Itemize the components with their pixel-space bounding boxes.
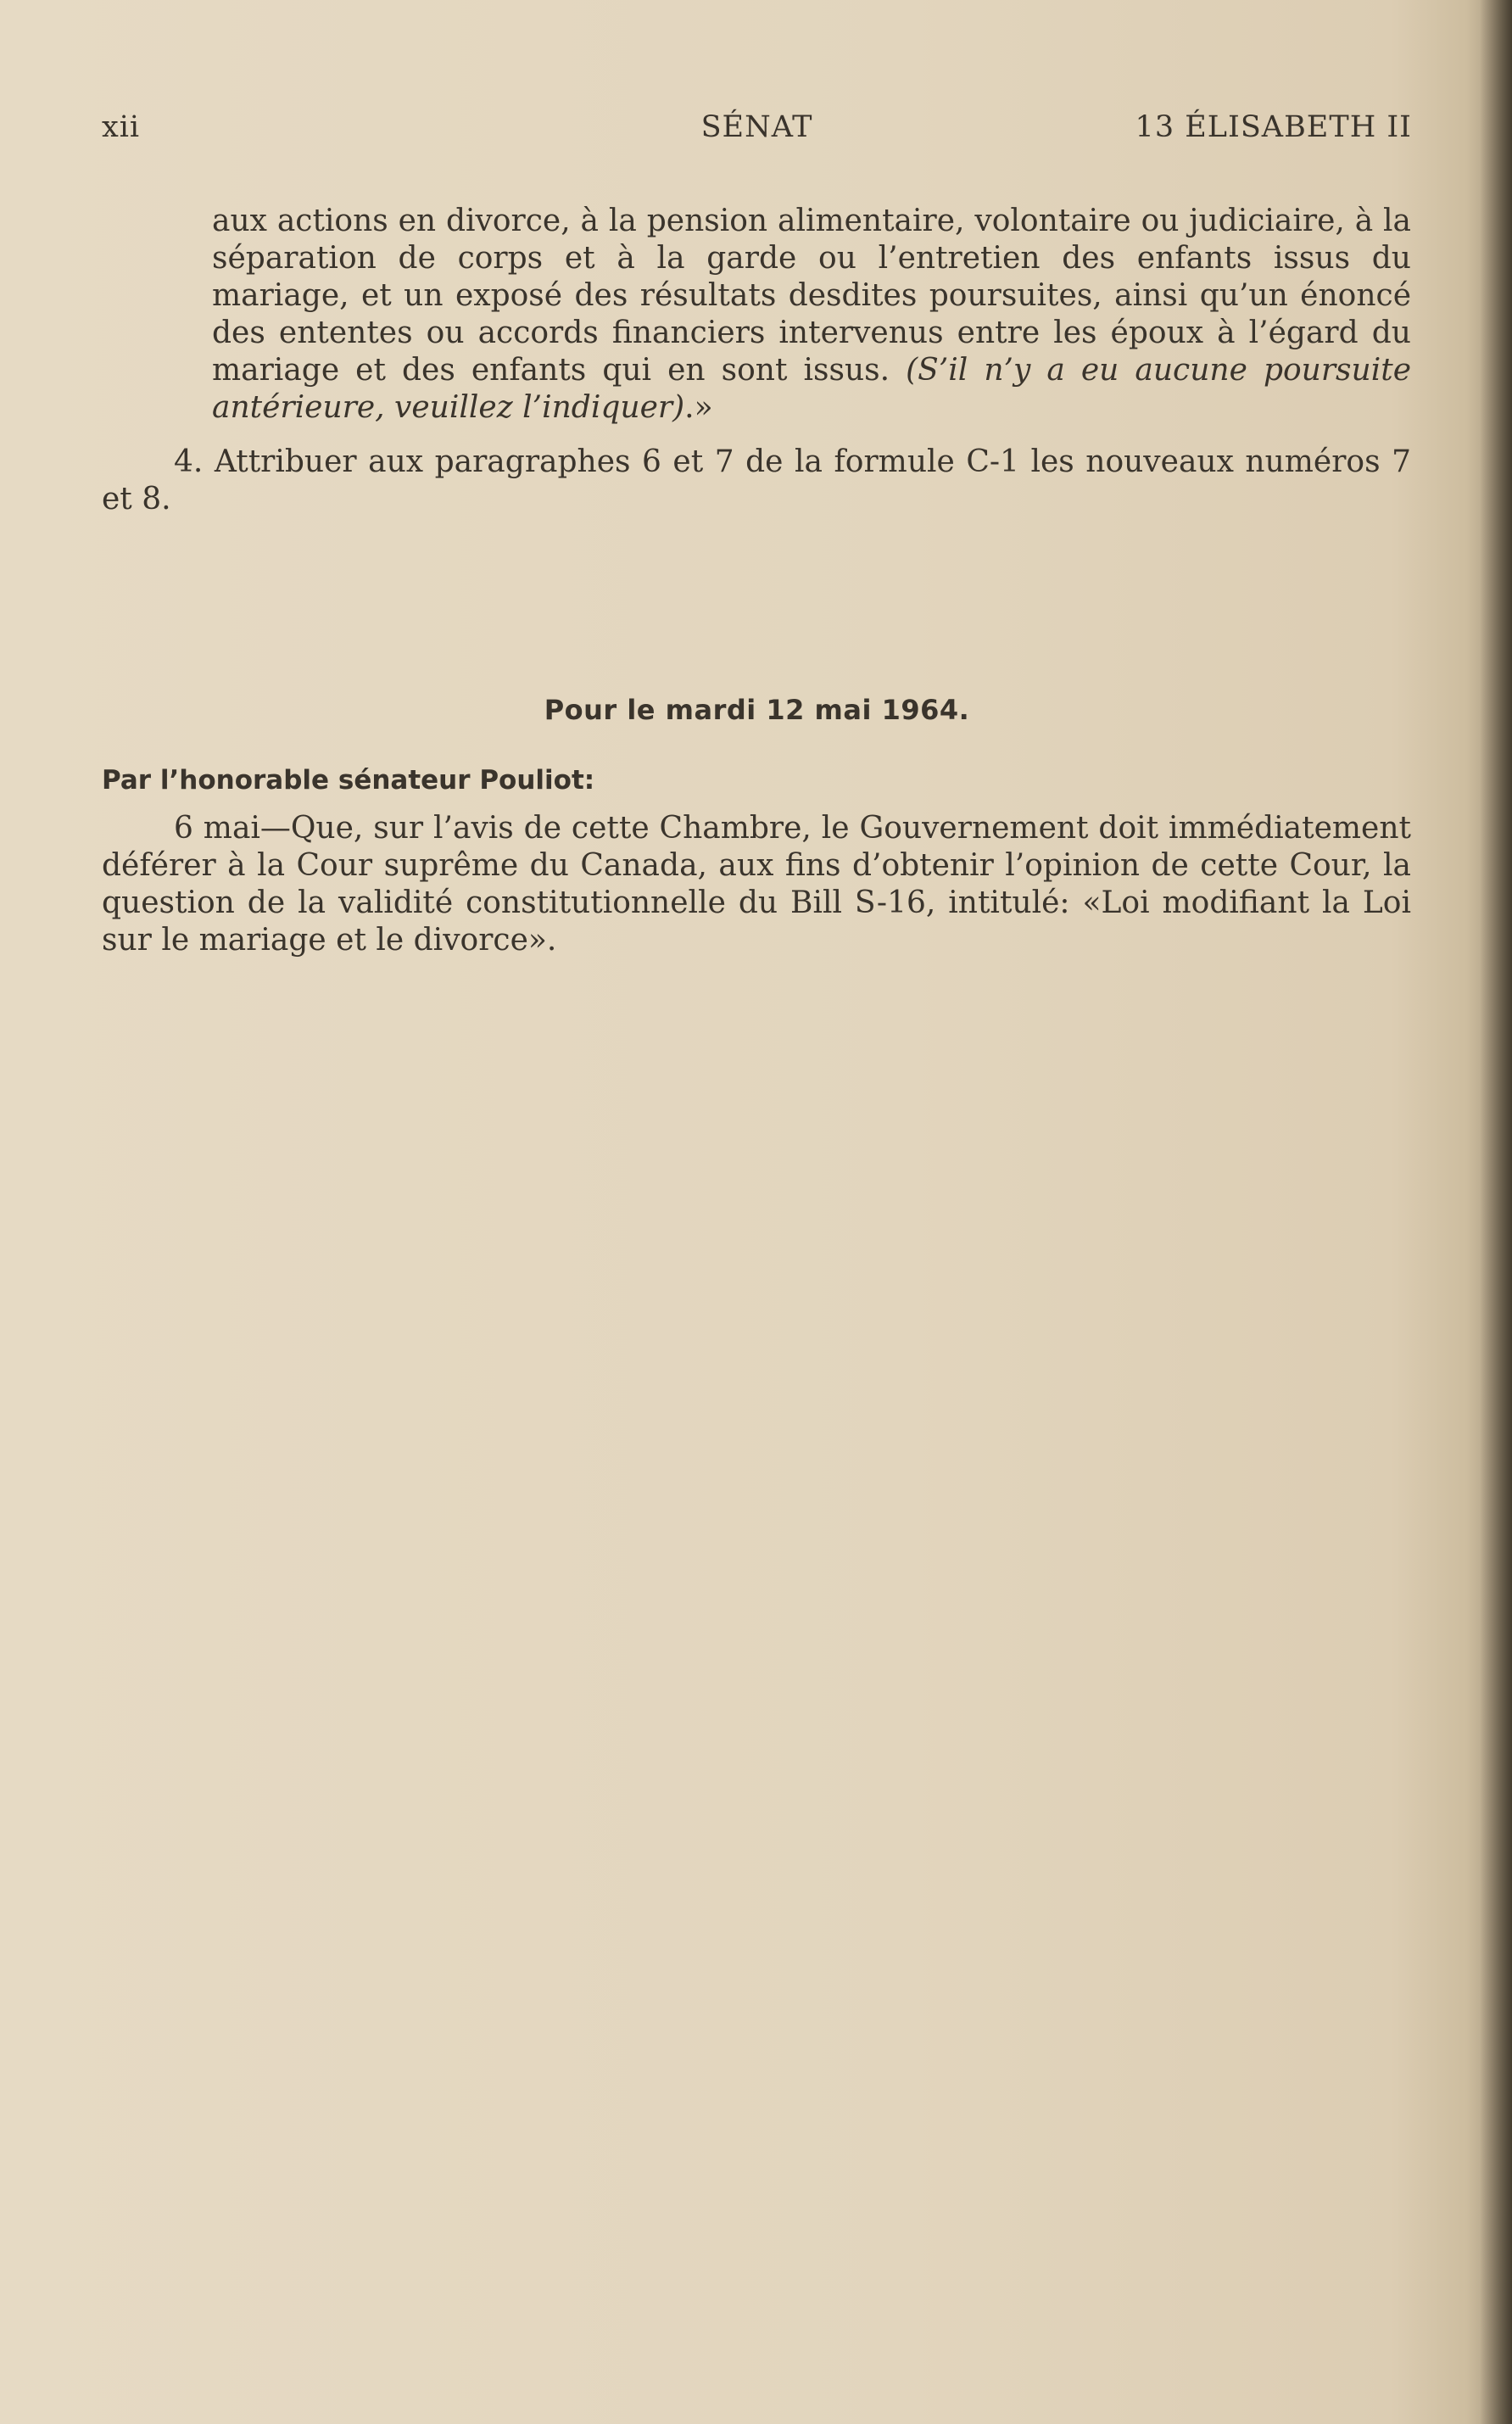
item-4-paragraph: 4. Attribuer aux paragraphes 6 et 7 de la formule C-1 les nouveaux numéros 7 et 8. (102, 444, 1411, 517)
section-heading: Pour le mardi 12 mai 1964. (544, 694, 970, 726)
motion-byline: Par l’honorable sénateur Pouliot: (102, 765, 595, 796)
page-number: xii (102, 110, 141, 144)
motion-paragraph: 6 mai—Que, sur l’avis de cette Chambre, le Gouvernement doit immédiatement déférer à la Cour suprême du Canada, aux fins d’obtenir l’opinion de cette Cour, la question de la validité constitutionnelle du Bill S-16, intitulé: «Loi modifiant la Loi sur le mariage et le divorce». (102, 811, 1411, 958)
quoted-paragraph (212, 203, 1411, 427)
regnal-year: 13 ÉLISABETH II (1135, 110, 1412, 144)
quoted-italic-note: (S’il n’y a eu aucune poursuite antérieure, veuillez l’indiquer) (212, 353, 1412, 425)
running-head (102, 110, 1412, 153)
quoted-closing: .» (684, 390, 713, 425)
page-edge-shadow (1480, 0, 1512, 2424)
running-title: SÉNAT (700, 110, 813, 144)
quoted-text: aux actions en divorce, à la pension alimentaire, volontaire ou judiciaire, à la séparation de corps et à la garde ou l’entretien des enfants issus du mariage, et un exposé des résultats desdites poursuites, ainsi qu’un énoncé des ententes ou accords financiers intervenus entre les époux à l’égard du mariage et des enfants qui en sont issus. (212, 204, 1411, 388)
